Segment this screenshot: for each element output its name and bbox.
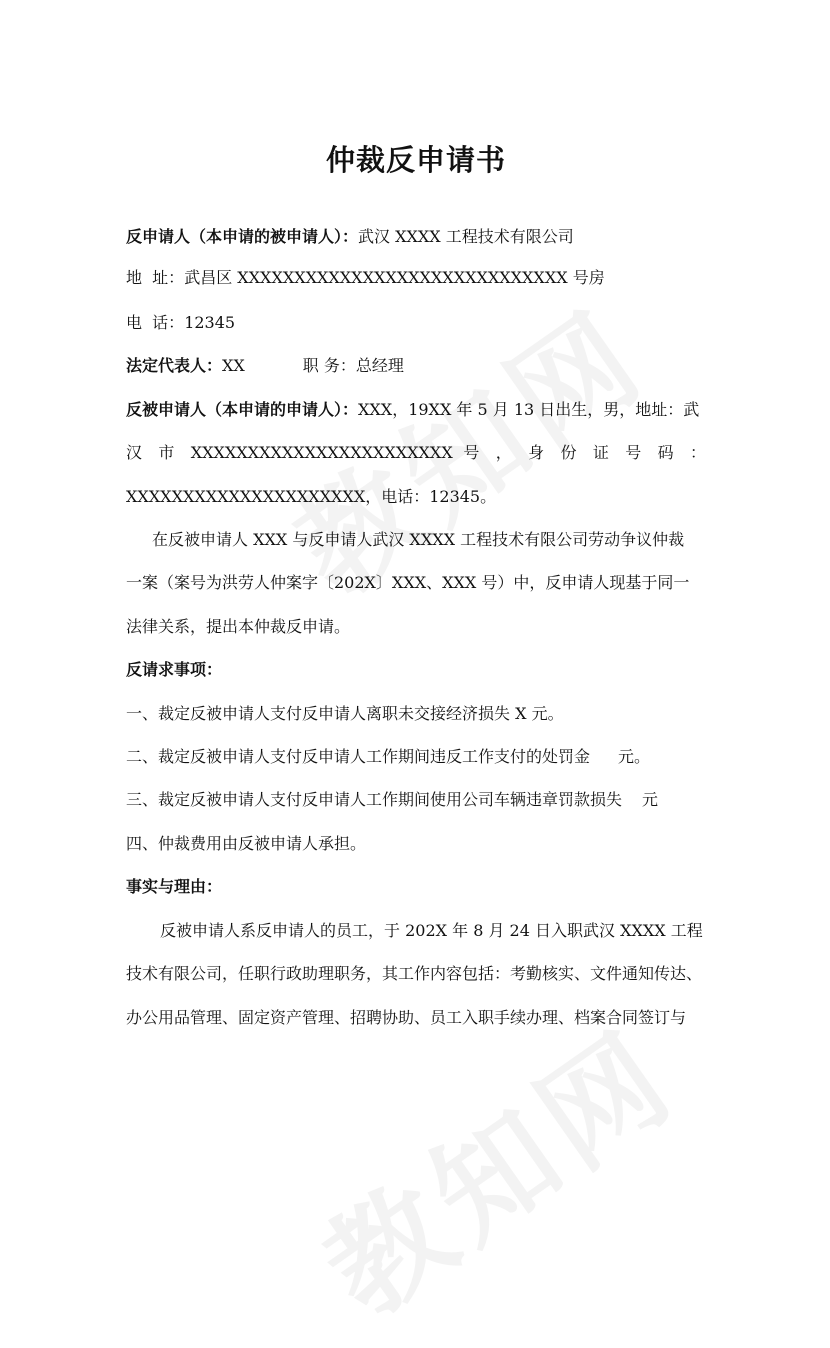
- document-title: 仲裁反申请书: [325, 143, 506, 177]
- watermark: [286, 984, 704, 1348]
- counter-respondent-value: XXX，19XX 年 5 月 13 日出生，男，地址：武: [358, 400, 700, 419]
- claim-item: [126, 747, 706, 767]
- claim-item: [126, 790, 706, 810]
- intro-line-3: 法律关系，提出本仲裁反申请。: [126, 617, 351, 636]
- claims-heading: 反请求事项：: [126, 660, 223, 679]
- position-value: 总经理: [355, 356, 404, 375]
- counter-respondent-line-1: [126, 400, 706, 420]
- claim-item-suffix: 元。: [618, 747, 651, 766]
- facts-line-2: 技术有限公司，任职行政助理职务，其工作内容包括：考勤核实、文件通知传达、: [126, 964, 703, 983]
- facts-line-1: 反被申请人系反申请人的员工，于 202X 年 8 月 24 日入职武汉 XXXX 工程: [160, 921, 703, 940]
- address-label: 地 址：: [126, 268, 185, 287]
- claim-item-suffix: 元: [642, 790, 659, 809]
- claim-item-text: 二、裁定反被申请人支付反申请人工作期间违反工作支付的处罚金: [126, 747, 591, 766]
- legal-rep-value: XX: [222, 356, 245, 375]
- respondent-value: 武汉 XXXX 工程技术有限公司: [358, 227, 574, 246]
- phone-label: 电 话：: [126, 313, 185, 332]
- claim-item-text: 三、裁定反被申请人支付反申请人工作期间使用公司车辆违章罚款损失: [126, 790, 623, 809]
- address-value: 武昌区 XXXXXXXXXXXXXXXXXXXXXXXXXXXXX 号房: [184, 268, 605, 287]
- counter-respondent-line-2: 汉 市 XXXXXXXXXXXXXXXXXXXXXXX 号 ， 身 份 证 号 码 ：: [126, 443, 706, 462]
- counter-respondent-label: 反被申请人（本申请的申请人）：: [126, 400, 359, 419]
- facts-heading: 事实与理由：: [126, 877, 223, 896]
- legal-rep-line: [126, 356, 706, 376]
- respondent-label: 反申请人（本申请的被申请人）：: [126, 227, 359, 246]
- phone-line: [126, 313, 706, 333]
- intro-line-2: 一案（案号为洪劳人仲案字〔202X〕XXX、XXX 号）中，反申请人现基于同一: [126, 573, 690, 592]
- position-label: 职 务：: [302, 356, 356, 375]
- claim-item: 四、仲裁费用由反被申请人承担。: [126, 834, 367, 853]
- facts-line-3: 办公用品管理、固定资产管理、招聘协助、员工入职手续办理、档案合同签订与: [126, 1008, 687, 1027]
- claim-item: 一、裁定反被申请人支付反申请人离职未交接经济损失 X 元。: [126, 704, 564, 723]
- respondent-line: [126, 227, 706, 247]
- counter-respondent-line-3: XXXXXXXXXXXXXXXXXXXXX，电话：12345。: [126, 487, 497, 506]
- address-line: [126, 268, 706, 288]
- legal-rep-label: 法定代表人：: [126, 356, 223, 375]
- intro-line-1: 在反被申请人 XXX 与反申请人武汉 XXXX 工程技术有限公司劳动争议仲裁: [152, 530, 685, 549]
- phone-value: 12345: [184, 313, 236, 332]
